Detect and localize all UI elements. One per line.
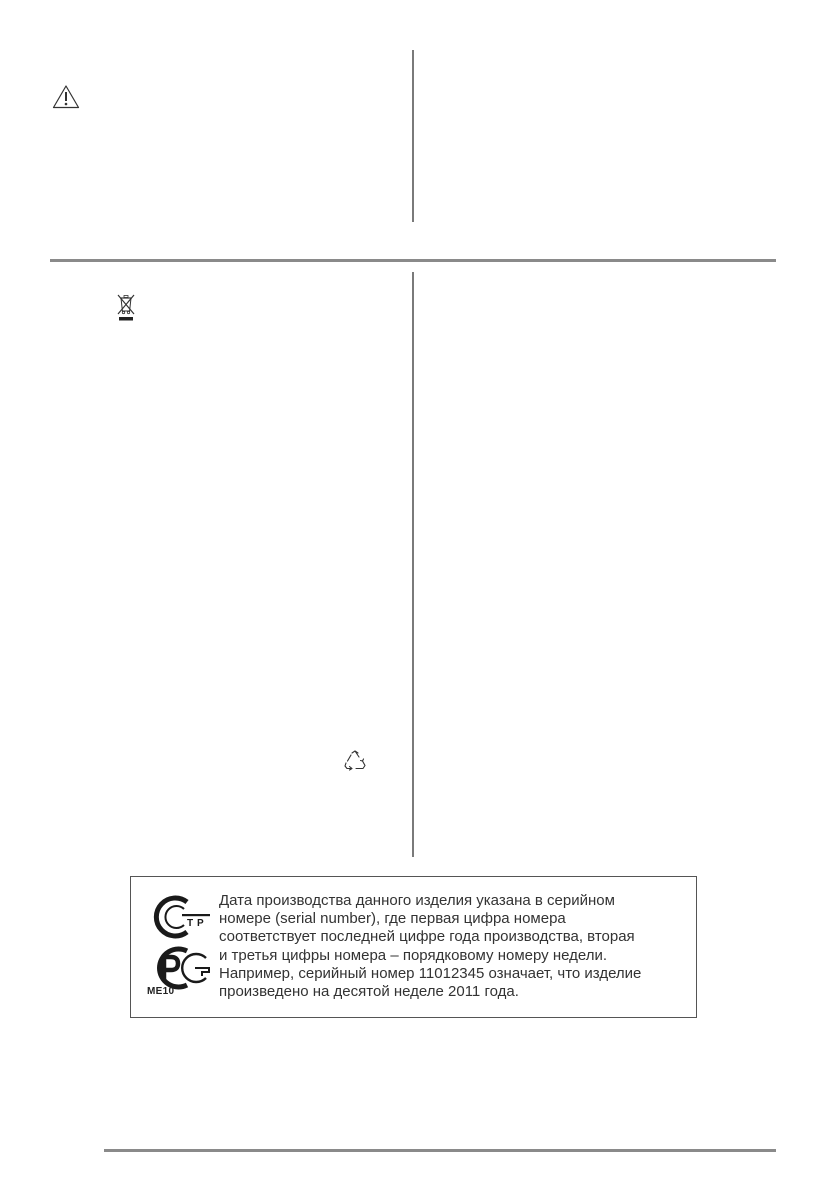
production-date-note xyxy=(219,892,689,1001)
note-line: произведено на десятой неделе 2011 года. xyxy=(219,983,519,1001)
svg-text:Т: Т xyxy=(187,918,194,929)
note-line: номере (serial number), где первая цифра номера xyxy=(219,910,566,928)
svg-text:Р: Р xyxy=(197,918,204,929)
warning-icon xyxy=(52,84,80,110)
column-divider-middle xyxy=(412,272,414,857)
column-divider-top xyxy=(412,50,414,222)
note-line: соответствует последней цифре года производства, вторая xyxy=(219,928,635,946)
note-line: Например, серийный номер 11012345 означает, что изделие xyxy=(219,964,642,982)
section-divider xyxy=(50,259,776,262)
eac-tr-mark-icon xyxy=(156,898,210,936)
gost-r-mark-icon xyxy=(160,949,209,987)
certification-box xyxy=(130,876,697,1018)
weee-bin-icon xyxy=(115,292,137,322)
certification-mark-label: ME10 xyxy=(147,986,175,997)
recycle-icon xyxy=(343,749,367,771)
note-line: и третья цифры номера – порядковому номеру недели. xyxy=(219,946,608,964)
note-line: Дата производства данного изделия указана в серийном xyxy=(219,892,615,909)
footer-rule xyxy=(104,1149,776,1152)
